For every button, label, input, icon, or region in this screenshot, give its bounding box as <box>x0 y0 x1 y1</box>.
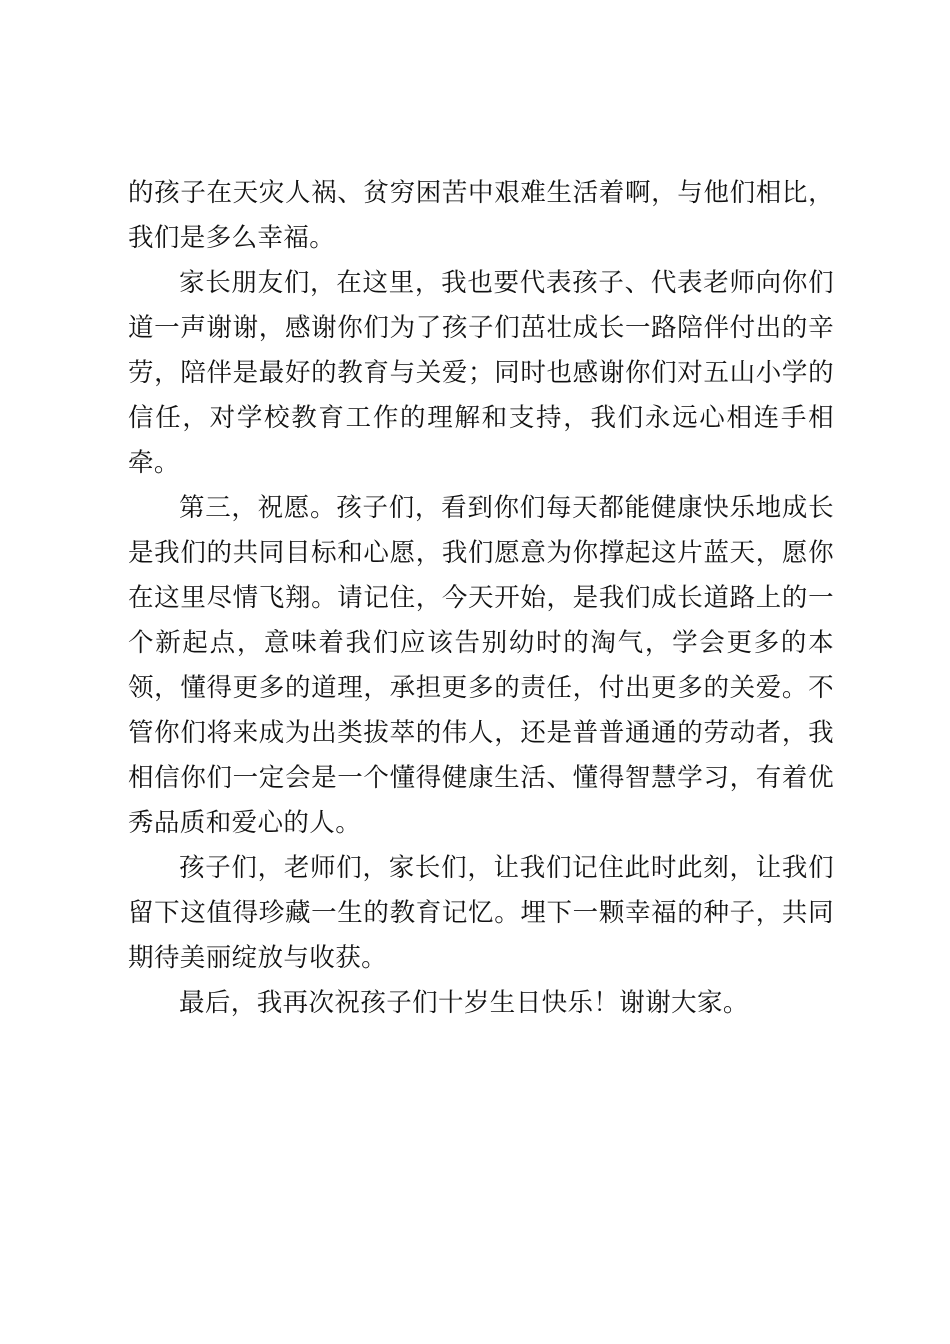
paragraph-thanks-parents: 家长朋友们，在这里，我也要代表孩子、代表老师向你们道一声谢谢，感谢你们为了孩子们茁壮成长一路陪伴付出的辛劳，陪伴是最好的教育与关爱；同时也感谢你们对五山小学的信任，对学校教育工作的理解和支持，我们永远心相连手相牵。 <box>128 268 834 478</box>
paragraph-continuation: 的孩子在天灾人祸、贫穷困苦中艰难生活着啊，与他们相比，我们是多么幸福。 <box>128 178 834 253</box>
paragraph-wishes: 第三，祝愿。孩子们，看到你们每天都能健康快乐地成长是我们的共同目标和心愿，我们愿意为你撑起这片蓝天，愿你在这里尽情飞翔。请记住，今天开始，是我们成长道路上的一个新起点，意味着我们应该告别幼时的淘气，学会更多的本领，懂得更多的道理，承担更多的责任，付出更多的关爱。不管你们将来成为出类拔萃的伟人，还是普普通通的劳动者，我相信你们一定会是一个懂得健康生活、懂得智慧学习，有着优秀品质和爱心的人。 <box>128 493 834 838</box>
paragraph-remember: 孩子们，老师们，家长们，让我们记住此时此刻，让我们留下这值得珍藏一生的教育记忆。埋下一颗幸福的种子，共同期待美丽绽放与收获。 <box>128 853 834 973</box>
paragraph-closing: 最后，我再次祝孩子们十岁生日快乐！谢谢大家。 <box>179 988 749 1018</box>
body-text <box>128 171 834 1026</box>
